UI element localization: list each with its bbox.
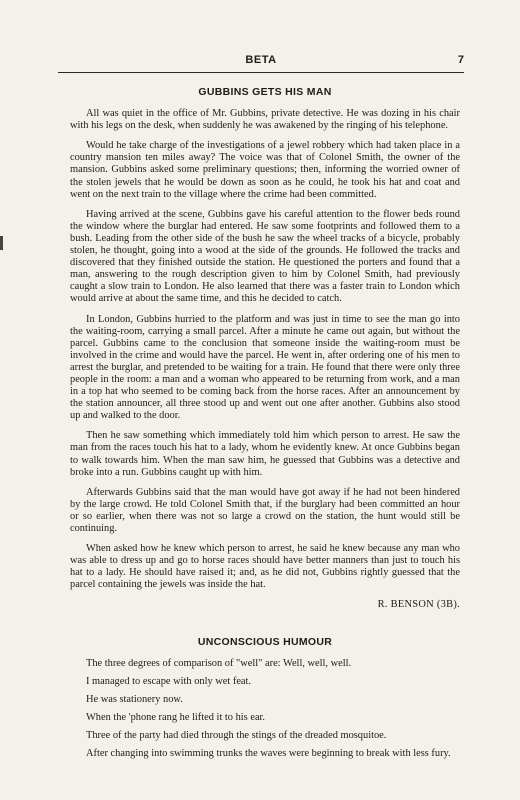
running-header bbox=[58, 54, 464, 73]
humour-title: UNCONSCIOUS HUMOUR bbox=[197, 635, 333, 648]
humour-line: When the 'phone rang he lifted it to his ear. bbox=[86, 711, 266, 723]
story-paragraph: All was quiet in the office of Mr. Gubbins, private detective. He was dozing in his chair with his legs on the desk, when suddenly he was awakened by the ringing of his telephone. bbox=[70, 108, 460, 132]
story-paragraph: Then he saw something which immediately told him which person to arrest. He saw the man from the races touch his hat to a lady, whom he evidently knew. At once Gubbins began to walk towards him. When the man saw him, he guessed that Gubbins was a detective and broke into a run. Gubbins caught up with him. bbox=[70, 430, 460, 478]
story-paragraph: Afterwards Gubbins said that the man would have got away if he had not been hindered by the large crowd. He told Colonel Smith that, if the burglary had been committed an hour or so earlier, when there was not so large a crowd on the station, the hunt would still be continuing. bbox=[70, 486, 460, 534]
humour-line: Three of the party had died through the stings of the dreaded mosquitoe. bbox=[86, 730, 387, 742]
humour-section bbox=[70, 636, 460, 761]
story-paragraph: When asked how he knew which person to arrest, he said he knew because any man who was able to dress up and go to horse races should have better manners than just to touch his hat to a lady. He should have raised it; and, as he did not, Gubbins rightly guessed that the parcel containing the jewels was inside the hat. bbox=[70, 543, 460, 591]
story-paragraph: In London, Gubbins hurried to the platform and was just in time to see the man go into the waiting-room, carrying a small parcel. After a minute he came out again, but without the parcel. Gubbins came to the conclusion that someone inside the waiting-room must be involved in the crime and would have the parcel. He went in, after ordering one of his men to arrest the burglar, and pretended to be waiting for a train. He found that there were only three people in the room: a man and a woman who appeared to be returning from work, and a man in a top hat who seemed to be coming back from the horse races. After an announcement by the station announcer, all three stood up and went out one after another. Gubbins also stood up and walked to the door. bbox=[70, 313, 460, 422]
story-paragraph: Having arrived at the scene, Gubbins gave his careful attention to the flower beds round the window where the burglar had entered. He saw some footprints and followed them to a bush. Leading from the other side of the bush he saw the wheel tracks of a bicycle, probably stolen, he thought, going into a wood at the side of the grounds. He followed the tracks and discovered that they finished outside the station. He questioned the porters and found that a man, answering to the rough description given to him by Colonel Smith, had previously caught a slow train to London. He also learned that there was a faster train to London which would arrive at about the same time, and this he decided to catch. bbox=[70, 208, 460, 305]
author-signature: R. BENSON (3B). bbox=[377, 599, 460, 611]
story-title: GUBBINS GETS HIS MAN bbox=[198, 86, 332, 98]
binding-mark bbox=[0, 236, 3, 250]
story-paragraph: Would he take charge of the investigations of a jewel robbery which had taken place in a country mansion ten miles away? The voice was that of Colonel Smith, the owner of the mansion. Gubbins asked some preliminary questions; then, informing the worried owner of the stolen jewels that he would be down as soon as he could, he took his hat and coat and went on the next train to the village where the crime had been committed. bbox=[70, 140, 460, 200]
humour-line: The three degrees of comparison of "well" are: Well, well, well. bbox=[86, 657, 352, 669]
humour-line: I managed to escape with only wet feat. bbox=[86, 675, 252, 687]
article-body bbox=[70, 86, 460, 766]
page-number: 7 bbox=[457, 54, 464, 66]
humour-line: He was stationery now. bbox=[86, 693, 183, 705]
journal-title: BETA bbox=[245, 54, 277, 66]
humour-line: After changing into swimming trunks the waves were beginning to break with less fury. bbox=[86, 748, 451, 760]
